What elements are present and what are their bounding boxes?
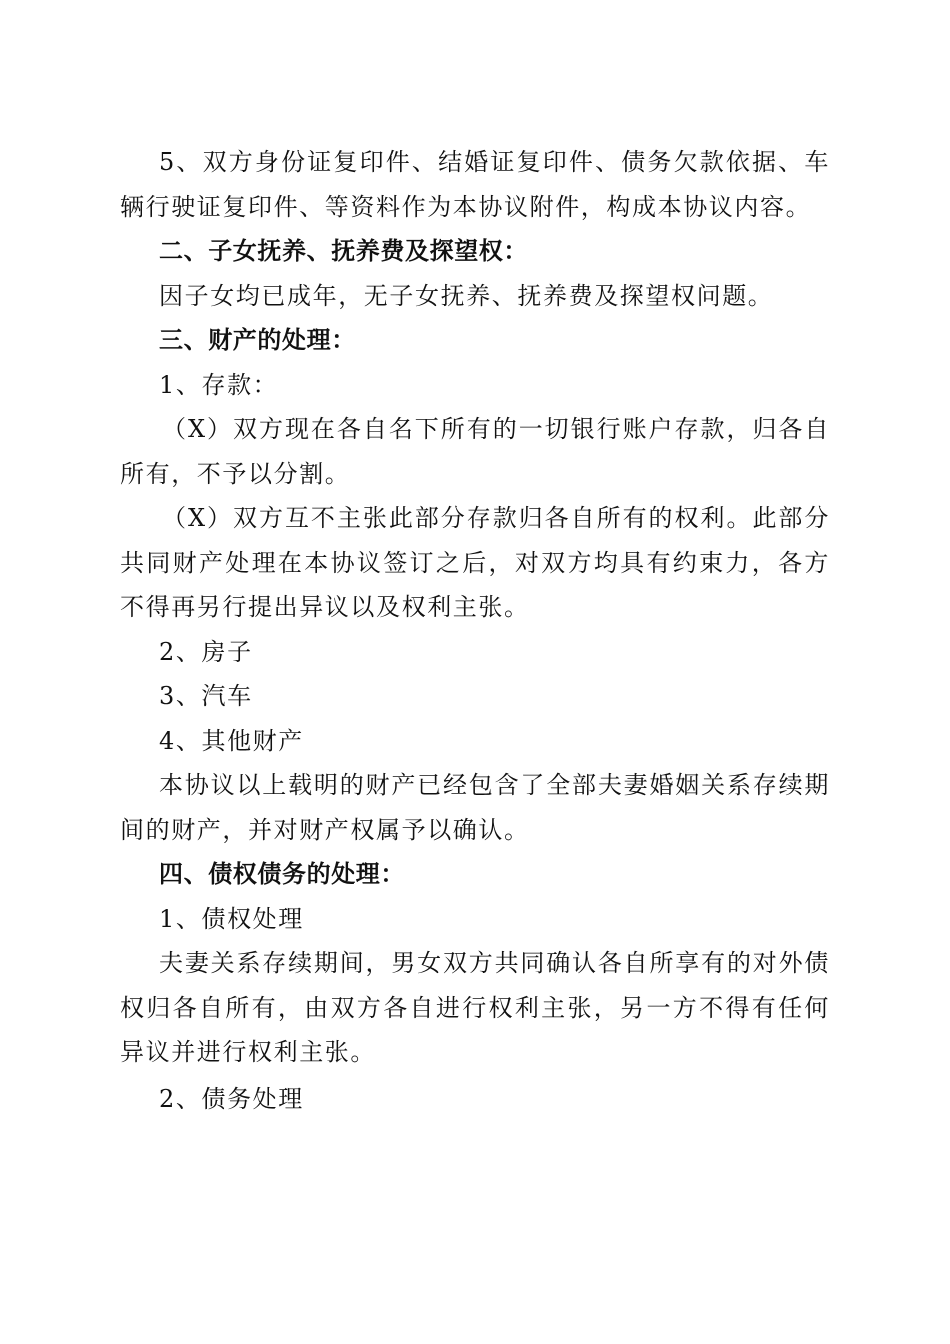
property-item-house: 2、房子: [159, 637, 253, 666]
children-paragraph: 因子女均已成年，无子女抚养、抚养费及探望权问题。: [159, 281, 774, 310]
section-heading-children: 二、子女抚养、抚养费及探望权：: [159, 237, 528, 265]
property-item-deposits: 1、存款：: [159, 370, 279, 399]
debts-item-claims: 1、债权处理: [159, 904, 304, 933]
deposits-option-2: （X）双方互不主张此部分存款归各自所有的权利。此部分共同财产处理在本协议签订之后，对双方均具有约束力，各方不得再另行提出异议以及权利主张。: [120, 504, 830, 621]
property-item-other: 4、其他财产: [159, 726, 304, 755]
clause-5-attachments: 5、双方身份证复印件、结婚证复印件、债务欠款依据、车辆行驶证复印件、等资料作为本协议附件，构成本协议内容。: [120, 148, 830, 221]
property-confirmation-paragraph: 本协议以上载明的财产已经包含了全部夫妻婚姻关系存续期间的财产，并对财产权属予以确认。: [120, 771, 830, 844]
section-heading-debts: 四、债权债务的处理：: [159, 860, 405, 888]
property-item-car: 3、汽车: [159, 682, 253, 710]
document-body: [120, 140, 830, 1121]
section-heading-property: 三、财产的处理：: [159, 326, 356, 354]
debts-item-liabilities: 2、债务处理: [159, 1084, 304, 1113]
deposits-option-1: （X）双方现在各自名下所有的一切银行账户存款，归各自所有，不予以分割。: [120, 415, 830, 488]
claims-paragraph: 夫妻关系存续期间，男女双方共同确认各自所享有的对外债权归各自所有，由双方各自进行权利主张，另一方不得有任何异议并进行权利主张。: [120, 949, 830, 1066]
